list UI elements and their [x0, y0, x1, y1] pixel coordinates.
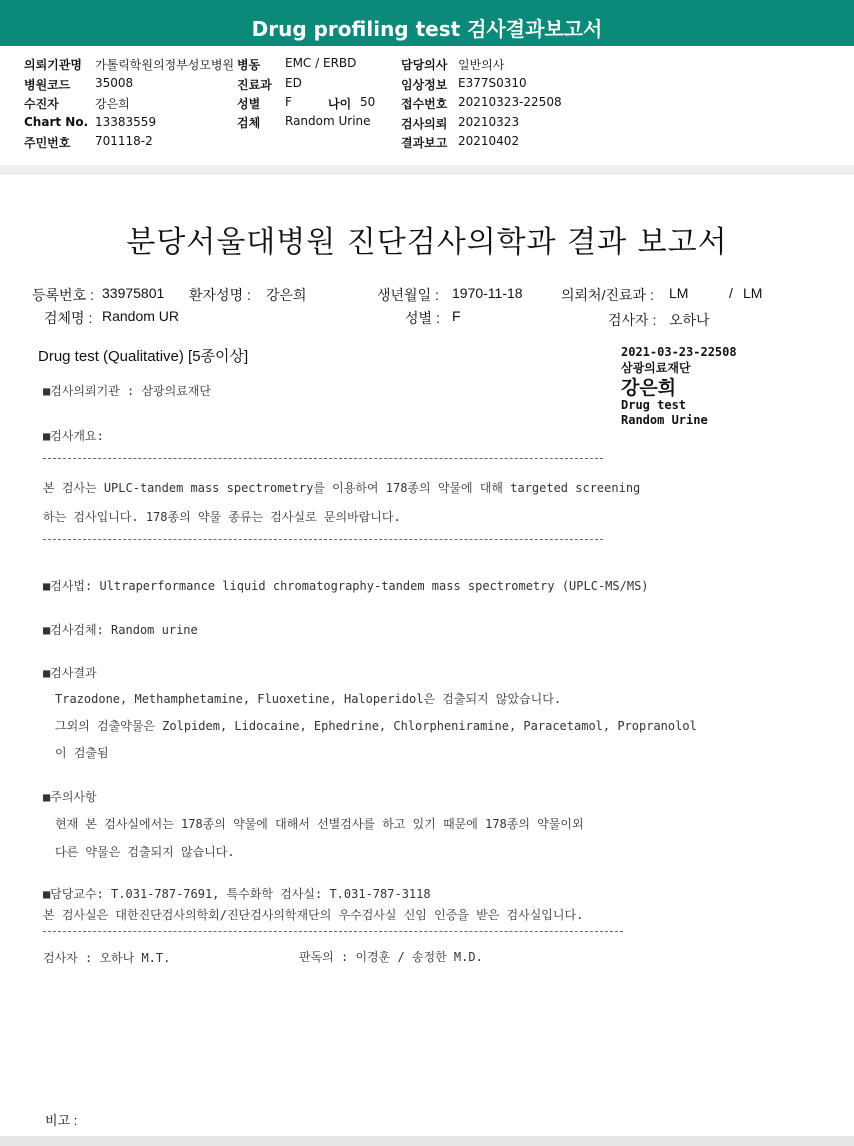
report-header-bar: [0, 0, 854, 46]
dashed-divider: [43, 931, 623, 932]
report-header-title: Drug profiling test 검사결과보고서: [251, 17, 603, 41]
id-label: 주민번호: [24, 136, 71, 150]
reg-value: 33975801: [102, 285, 165, 301]
result-heading: ■검사결과: [43, 666, 97, 680]
request-info-panel: [0, 47, 854, 167]
chart-value: 13383559: [95, 115, 157, 129]
caution-line1: 현재 본 검사실에서는 178종의 약물에 대해서 선별검사를 하고 있기 때문에 178종의 약물이외: [55, 817, 584, 831]
tester-signature: 검사자 : 오하나 M.T.: [43, 951, 171, 965]
stamp-line3: 강은희: [621, 377, 677, 399]
hospcode-value: 35008: [95, 76, 134, 90]
stamp-line4: Drug test: [621, 398, 687, 412]
chart-label: Chart No.: [24, 115, 89, 129]
overview-line2: 하는 검사입니다. 178종의 약물 종류는 검사실로 문의바랍니다.: [43, 510, 401, 524]
tester-value: 오하나: [669, 312, 710, 328]
dob-label: 생년월일 :: [377, 287, 439, 303]
contact-info: ■담당교수: T.031-787-7691, 특수화학 검사실: T.031-787-3118: [43, 887, 431, 901]
certification: 본 검사실은 대한진단검사의학회/진단검사의학재단의 우수검사실 신임 인증을 받은 검사실입니다.: [43, 908, 584, 922]
dept-ref-sep: /: [729, 285, 733, 301]
stamp-line2: 삼광의료재단: [621, 361, 691, 375]
doctor-value: 일반의사: [458, 58, 505, 72]
stamp-line1: 2021-03-23-22508: [621, 345, 737, 359]
scanned-report: [0, 175, 854, 1135]
dashed-divider: [43, 539, 603, 540]
specimen-type: ■검사검체: Random urine: [43, 623, 198, 637]
name-value: 강은희: [266, 287, 307, 303]
overview-heading: ■검사개요:: [43, 429, 104, 443]
age-value: 50: [360, 95, 376, 109]
result-line2: 그외의 검출약물은 Zolpidem, Lidocaine, Ephedrine, Chlorpheniramine, Paracetamol, Propranolol: [55, 719, 697, 733]
section-divider: [0, 165, 854, 175]
age-label: 나이: [328, 97, 352, 111]
caution-line2: 다른 약물은 검출되지 않습니다.: [55, 845, 235, 859]
ward-label: 병동: [237, 58, 261, 72]
receipt-label: 접수번호: [401, 97, 448, 111]
request-org: ■검사의뢰기관 : 삼광의료재단: [43, 384, 212, 398]
remark-label: 비고 :: [45, 1113, 78, 1128]
sex-label: 성별: [237, 97, 261, 111]
receipt-value: 20210323-22508: [458, 95, 562, 109]
stamp-line5: Random Urine: [621, 413, 708, 427]
ward-value: EMC / ERBD: [285, 56, 357, 70]
test-name: Drug test (Qualitative) [5종이상]: [38, 348, 249, 365]
caution-heading: ■주의사항: [43, 790, 97, 804]
patient-label: 수진자: [24, 97, 59, 111]
request-value: 20210323: [458, 115, 520, 129]
id-value: 701118-2: [95, 134, 153, 148]
institution-label: 의뢰기관명: [24, 58, 82, 72]
clinical-value: E377S0310: [458, 76, 527, 90]
report-date-label: 결과보고: [401, 136, 448, 150]
dashed-divider: [43, 458, 603, 459]
doctor-label: 담당의사: [401, 58, 448, 72]
dept-label: 진료과: [237, 78, 272, 92]
reader-signature: 판독의 : 이경훈 / 송정한 M.D.: [299, 950, 483, 964]
overview-line1: 본 검사는 UPLC-tandem mass spectrometry를 이용하여 178종의 약물에 대해 targeted screening: [43, 481, 641, 495]
dept-ref-label: 의뢰처/진료과 :: [561, 287, 654, 303]
specimen-value: Random Urine: [285, 114, 371, 128]
name-label: 환자성명 :: [189, 287, 251, 303]
dept-value: ED: [285, 76, 302, 90]
result-line1: Trazodone, Methamphetamine, Fluoxetine, Haloperidol은 검출되지 않았습니다.: [55, 692, 562, 706]
tester-label: 검사자 :: [608, 312, 657, 328]
clinical-label: 임상정보: [401, 78, 448, 92]
dept-ref-value2: LM: [743, 285, 763, 301]
specimen-label: 검체: [237, 116, 261, 130]
dob-value: 1970-11-18: [452, 285, 523, 301]
request-label: 검사의뢰: [401, 117, 448, 131]
institution-value: 가톨릭학원의정부성모병원: [95, 58, 235, 72]
report-sex-label: 성별 :: [405, 310, 440, 326]
page-bottom-bar: [0, 1136, 854, 1146]
report-title: 분당서울대병원 진단검사의학과 결과 보고서: [126, 225, 728, 260]
sex-value: F: [285, 95, 292, 109]
result-line3: 이 검출됨: [55, 746, 109, 760]
specimen-name-label: 검체명 :: [44, 310, 93, 326]
report-date-value: 20210402: [458, 134, 520, 148]
hospcode-label: 병원코드: [24, 78, 71, 92]
method: ■검사법: Ultraperformance liquid chromatography-tandem mass spectrometry (UPLC-MS/MS): [43, 579, 649, 593]
report-sex-value: F: [452, 308, 461, 324]
reg-label: 등록번호 :: [32, 287, 94, 303]
dept-ref-value1: LM: [669, 285, 689, 301]
patient-value: 강은희: [95, 97, 130, 111]
specimen-name-value: Random UR: [102, 308, 180, 324]
